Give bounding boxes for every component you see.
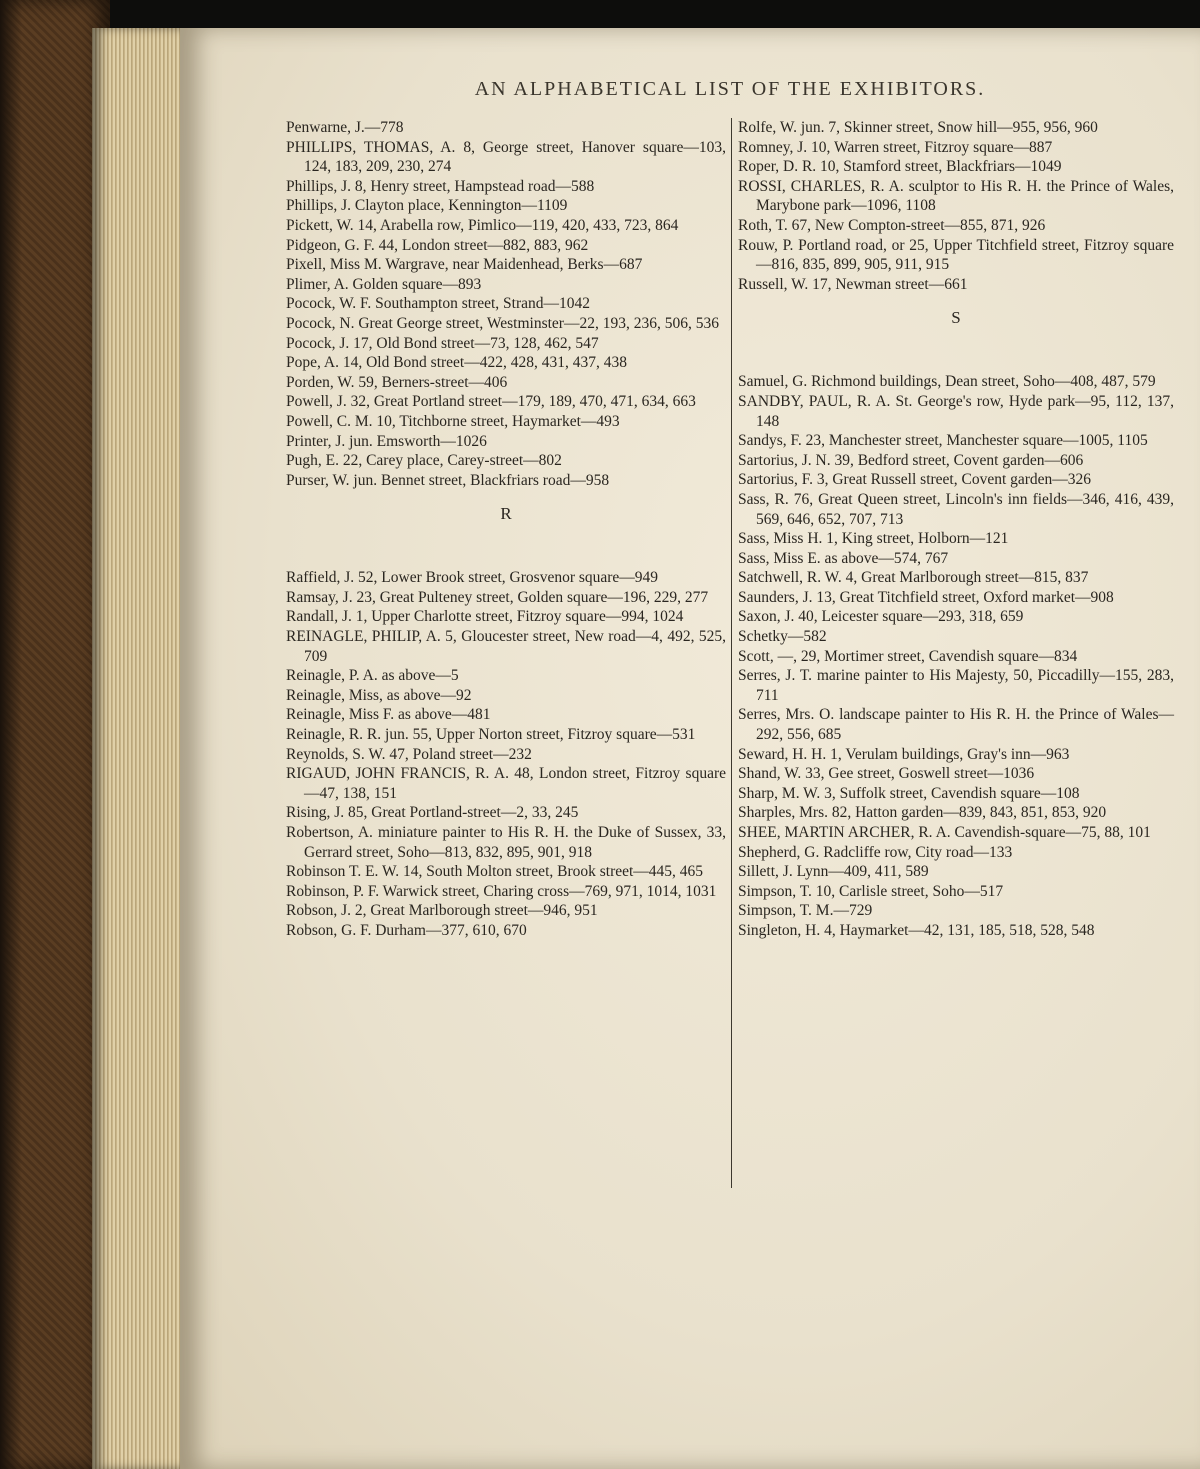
exhibitor-entry: Romney, J. 10, Warren street, Fitzroy square—887 — [738, 138, 1053, 156]
book-page — [180, 28, 1200, 1469]
exhibitor-entry: Printer, J. jun. Emsworth—1026 — [286, 432, 487, 450]
exhibitor-entry: Pope, A. 14, Old Bond street—422, 428, 431, 437, 438 — [286, 354, 627, 372]
exhibitor-entry: Robson, G. F. Durham—377, 610, 670 — [286, 921, 527, 939]
exhibitor-entry: Sass, Miss E. as above—574, 767 — [738, 549, 949, 567]
column-divider — [731, 118, 732, 1188]
exhibitor-entry: Reinagle, P. A. as above—5 — [286, 667, 459, 685]
exhibitor-entry: Saunders, J. 13, Great Titchfield street, Oxford market—908 — [738, 588, 1114, 606]
exhibitor-entry: Plimer, A. Golden square—893 — [286, 275, 482, 293]
exhibitor-entry: Sandys, F. 23, Manchester street, Manchester square—1005, 1105 — [738, 432, 1148, 450]
exhibitor-entry: Pickett, W. 14, Arabella row, Pimlico—119, 420, 433, 723, 864 — [286, 216, 679, 234]
exhibitor-entry: Robinson T. E. W. 14, South Molton street, Brook street—445, 465 — [286, 863, 704, 881]
exhibitor-entry: Phillips, J. Clayton place, Kennington—1109 — [286, 197, 568, 215]
exhibitor-entry: Pocock, W. F. Southampton street, Strand—1042 — [286, 295, 591, 313]
exhibitor-entry: Saxon, J. 40, Leicester square—293, 318, 659 — [738, 608, 1024, 626]
exhibitor-entry: Randall, J. 1, Upper Charlotte street, Fitzroy square—994, 1024 — [286, 608, 684, 626]
exhibitor-entry: Robertson, A. miniature painter to His R. H. the Duke of Sussex, 33, Gerrard street, Soho—813, 832, 895, 901, 918 — [286, 824, 726, 861]
exhibitor-entry: Russell, W. 17, Newman street—661 — [738, 275, 968, 293]
exhibitor-entry: ROSSI, CHARLES, R. A. sculptor to His R. H. the Prince of Wales, Marybone park—1096, 1108 — [738, 177, 1174, 215]
exhibitor-entry: Rouw, P. Portland road, or 25, Upper Titchfield street, Fitzroy square—816, 835, 899, 905, 911, 915 — [738, 236, 1174, 274]
exhibitor-entry: Pocock, N. Great George street, Westminster—22, 193, 236, 506, 536 — [286, 314, 719, 332]
page-block-edges — [92, 28, 192, 1469]
exhibitor-entry: Sillett, J. Lynn—409, 411, 589 — [738, 863, 929, 881]
exhibitor-entry: Roth, T. 67, New Compton-street—855, 871, 926 — [738, 216, 1046, 234]
exhibitor-entry: Serres, Mrs. O. landscape painter to His R. H. the Prince of Wales—292, 556, 685 — [738, 706, 1174, 744]
exhibitor-entry: Simpson, T. 10, Carlisle street, Soho—517 — [738, 882, 1004, 900]
exhibitor-entry: Simpson, T. M.—729 — [738, 902, 873, 920]
exhibitor-entry: Reynolds, S. W. 47, Poland street—232 — [286, 745, 532, 763]
exhibitor-entry: Samuel, G. Richmond buildings, Dean street, Soho—408, 487, 579 — [738, 373, 1156, 391]
exhibitor-entry: Seward, H. H. 1, Verulam buildings, Gray's inn—963 — [738, 745, 1070, 763]
exhibitor-entry: Singleton, H. 4, Haymarket—42, 131, 185, 518, 528, 548 — [738, 921, 1095, 939]
exhibitor-entry: Rolfe, W. jun. 7, Skinner street, Snow hill—955, 956, 960 — [738, 119, 1098, 136]
spine-shadow — [0, 0, 22, 1469]
exhibitor-entry: Sharples, Mrs. 82, Hatton garden—839, 843, 851, 853, 920 — [738, 804, 1107, 822]
exhibitor-entry: Shand, W. 33, Gee street, Goswell street—1036 — [738, 765, 1035, 783]
exhibitor-entry: Pugh, E. 22, Carey place, Carey-street—802 — [286, 452, 562, 470]
exhibitor-entry: Satchwell, R. W. 4, Great Marlborough street—815, 837 — [738, 569, 1089, 587]
exhibitor-entry: Shepherd, G. Radcliffe row, City road—133 — [738, 843, 1013, 861]
exhibitor-entry: Purser, W. jun. Bennet street, Blackfriars road—958 — [286, 471, 610, 489]
exhibitor-entry: Robson, J. 2, Great Marlborough street—946, 951 — [286, 902, 598, 920]
exhibitor-entry: Penwarne, J.—778 — [286, 119, 404, 136]
exhibitor-entry: Raffield, J. 52, Lower Brook street, Grosvenor square—949 — [286, 569, 659, 587]
exhibitor-entry: Ramsay, J. 23, Great Pulteney street, Golden square—196, 229, 277 — [286, 588, 709, 606]
section-letter: R — [500, 504, 512, 524]
exhibitor-entry: Sass, R. 76, Great Queen street, Lincoln's inn fields—346, 416, 439, 569, 646, 652, 707, 713 — [738, 490, 1174, 528]
exhibitor-entry: Sartorius, J. N. 39, Bedford street, Covent garden—606 — [738, 451, 1084, 469]
exhibitor-entry: Reinagle, Miss, as above—92 — [286, 686, 472, 704]
exhibitor-entry: Serres, J. T. marine painter to His Majesty, 50, Piccadilly—155, 283, 711 — [738, 667, 1174, 704]
exhibitor-entry: Powell, J. 32, Great Portland street—179, 189, 470, 471, 634, 663 — [286, 393, 696, 411]
exhibitor-entry: Sharp, M. W. 3, Suffolk street, Cavendish square—108 — [738, 784, 1080, 802]
exhibitor-entry: Sass, Miss H. 1, King street, Holborn—121 — [738, 530, 1009, 548]
exhibitor-entry: SANDBY, PAUL, R. A. St. George's row, Hyde park—95, 112, 137, 148 — [738, 392, 1174, 430]
exhibitor-entry: Powell, C. M. 10, Titchborne street, Haymarket—493 — [286, 412, 620, 430]
exhibitor-entry: PHILLIPS, THOMAS, A. 8, George street, Hanover square—103, 124, 183, 209, 230, 274 — [286, 138, 726, 176]
right-column — [738, 118, 1174, 941]
section-letter: S — [951, 308, 961, 328]
exhibitor-entry: Pixell, Miss M. Wargrave, near Maidenhead, Berks—687 — [286, 256, 643, 274]
exhibitor-entry: Robinson, P. F. Warwick street, Charing cross—769, 971, 1014, 1031 — [286, 882, 717, 900]
exhibitor-entry: SHEE, MARTIN ARCHER, R. A. Cavendish-square—75, 88, 101 — [738, 824, 1151, 841]
exhibitor-entry: Reinagle, R. R. jun. 55, Upper Norton street, Fitzroy square—531 — [286, 726, 696, 744]
exhibitor-entry: Roper, D. R. 10, Stamford street, Blackfriars—1049 — [738, 158, 1062, 176]
exhibitor-entry: Schetky—582 — [738, 628, 827, 646]
left-column — [286, 118, 726, 941]
exhibitor-entry: Porden, W. 59, Berners-street—406 — [286, 373, 508, 391]
running-head: AN ALPHABETICAL LIST OF THE EXHIBITORS. — [474, 78, 986, 100]
exhibitor-entry: Rising, J. 85, Great Portland-street—2, 33, 245 — [286, 804, 579, 822]
exhibitor-entry: REINAGLE, PHILIP, A. 5, Gloucester street, New road—4, 492, 525, 709 — [286, 628, 726, 665]
exhibitor-entry: RIGAUD, JOHN FRANCIS, R. A. 48, London street, Fitzroy square—47, 138, 151 — [286, 765, 726, 802]
exhibitor-entry: Sartorius, F. 3, Great Russell street, Covent garden—326 — [738, 471, 1092, 489]
exhibitor-entry: Pidgeon, G. F. 44, London street—882, 883, 962 — [286, 236, 589, 254]
exhibitor-entry: Scott, —, 29, Mortimer street, Cavendish square—834 — [738, 647, 1078, 665]
exhibitor-entry: Pocock, J. 17, Old Bond street—73, 128, 462, 547 — [286, 334, 599, 352]
exhibitor-entry: Reinagle, Miss F. as above—481 — [286, 706, 491, 724]
exhibitor-entry: Phillips, J. 8, Henry street, Hampstead road—588 — [286, 177, 595, 195]
